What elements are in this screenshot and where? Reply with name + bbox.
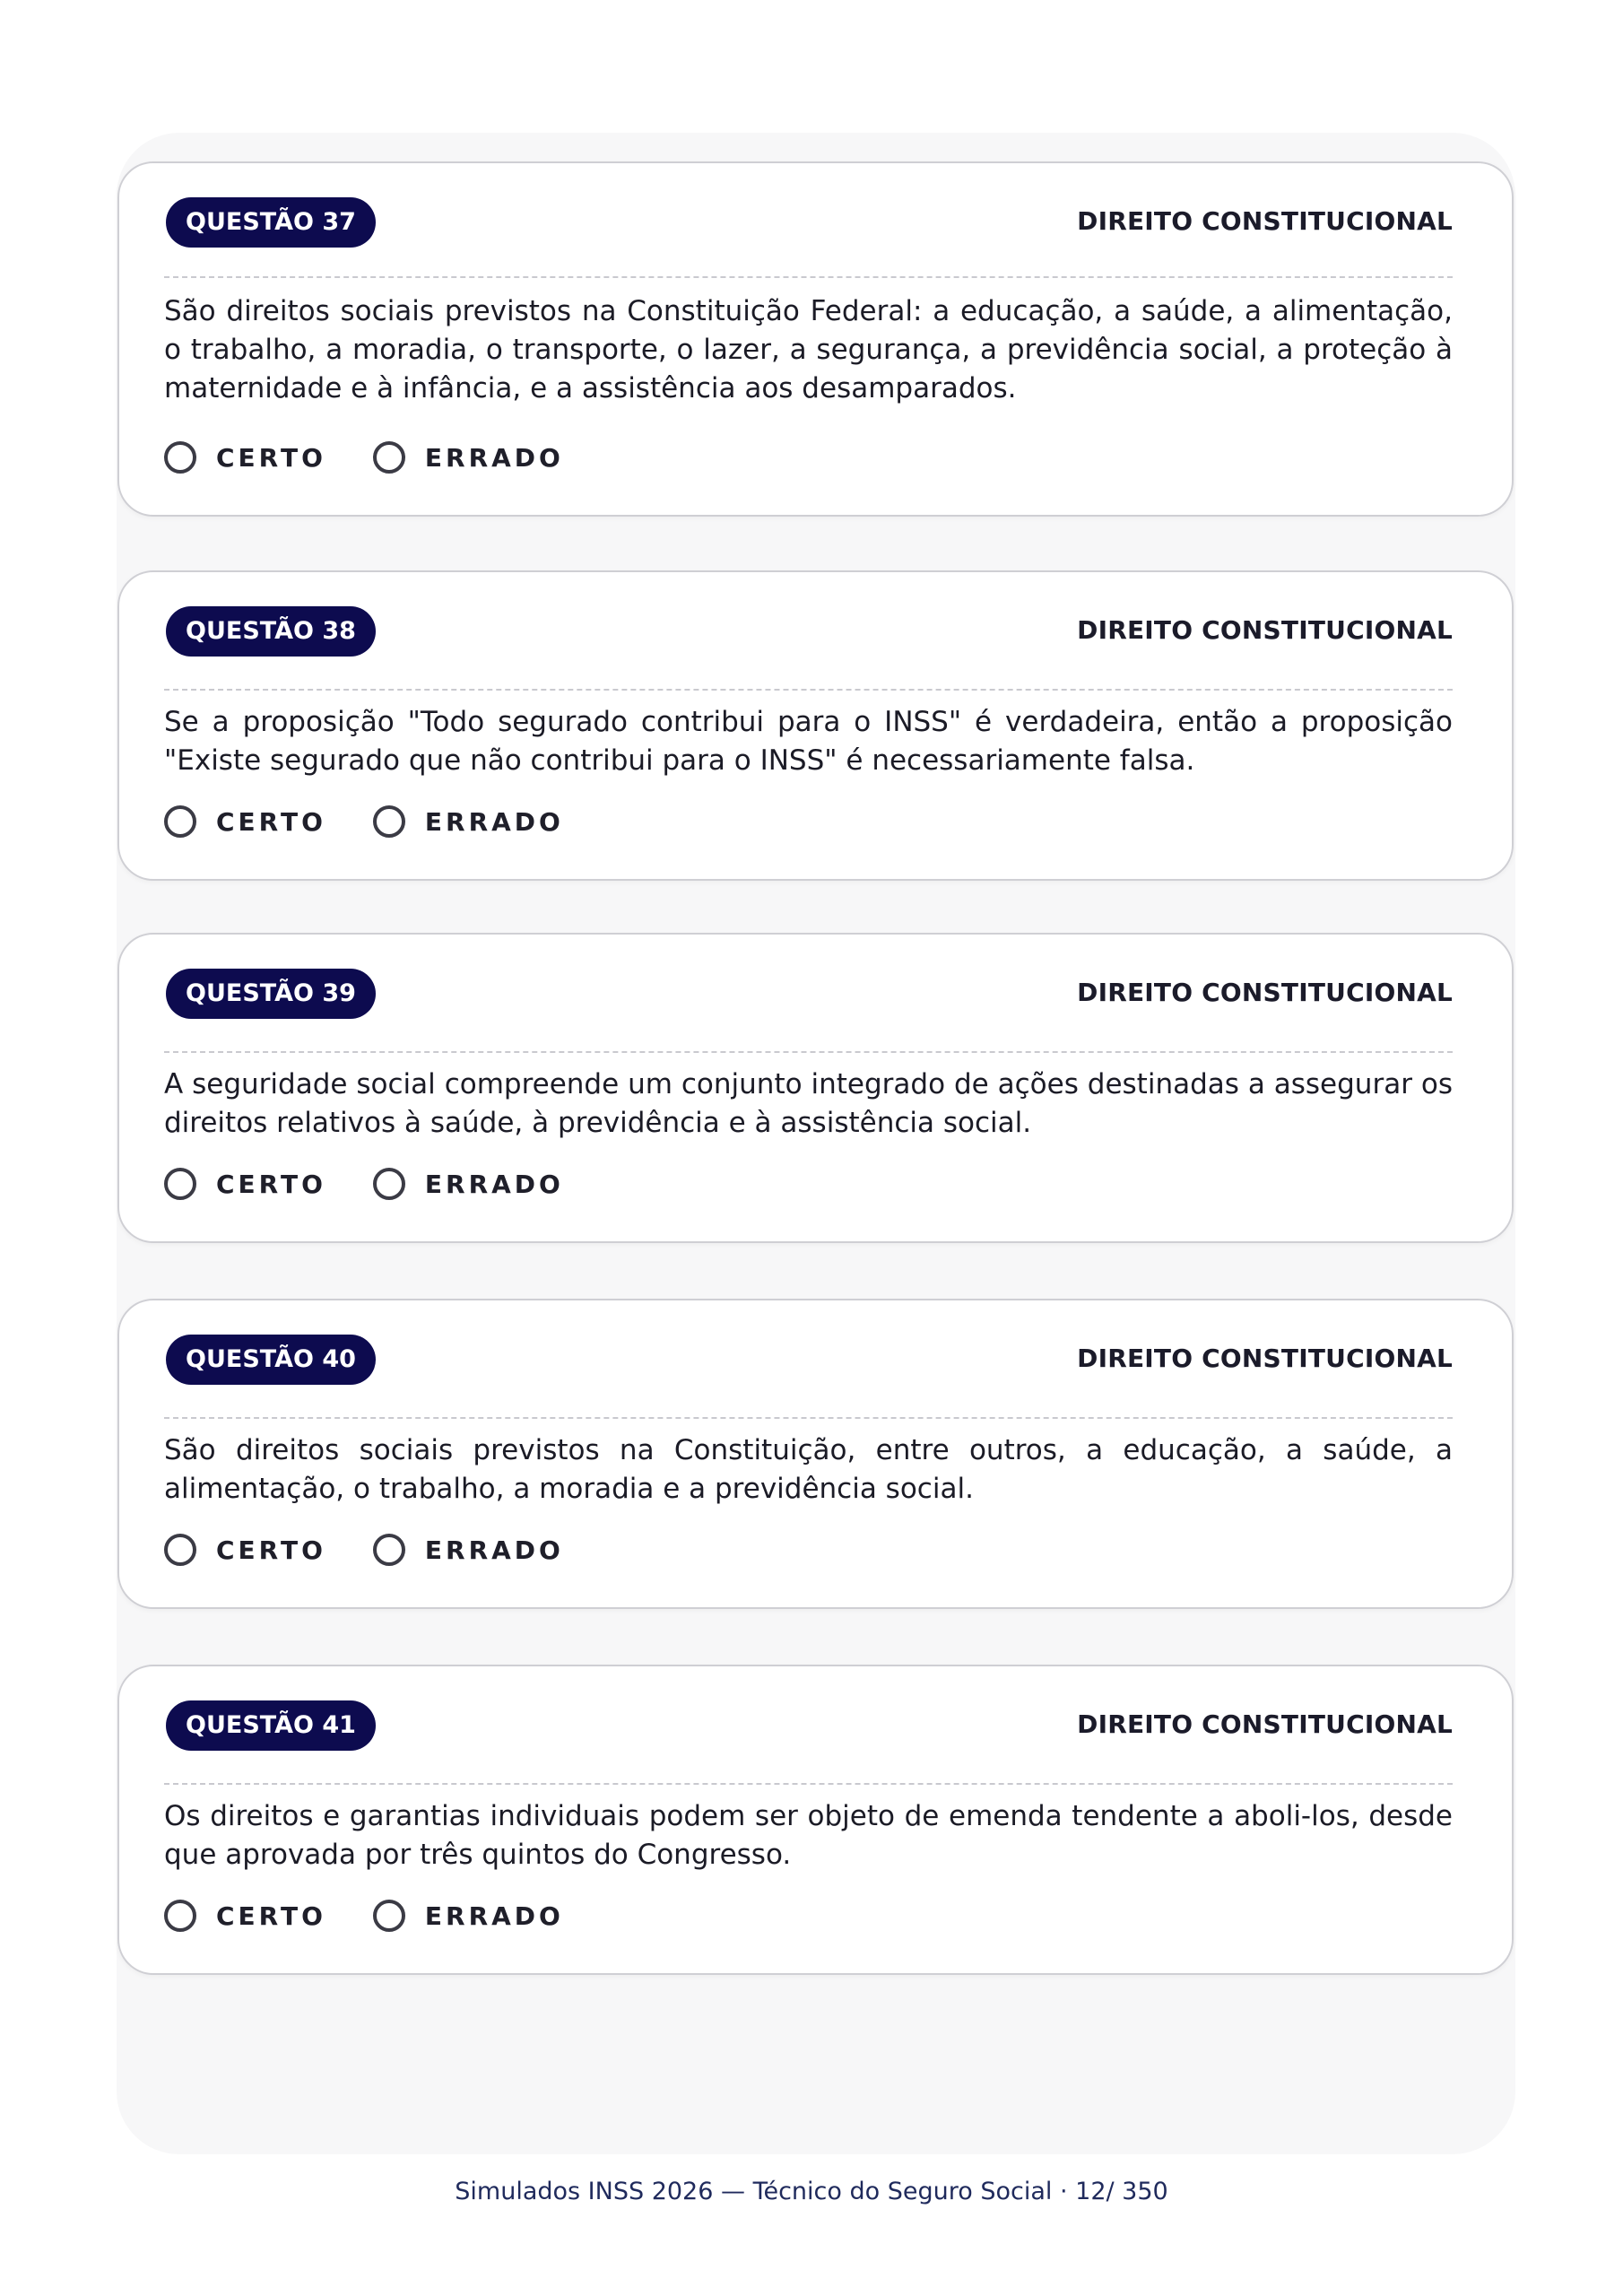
question-card-39	[117, 933, 1514, 1243]
question-text: Se a proposição "Todo segurado contribui para o INSS" é verdadeira, então a proposição "Existe segurado que não contribui para o INSS" é necessariamente falsa.	[164, 706, 1453, 777]
question-number-badge: QUESTÃO 39	[166, 969, 376, 1019]
question-subject: DIREITO CONSTITUCIONAL	[1077, 1709, 1453, 1739]
option-errado[interactable]	[373, 1900, 564, 1932]
option-label: ERRADO	[424, 1535, 564, 1565]
answer-options	[164, 441, 611, 474]
question-subject: DIREITO CONSTITUCIONAL	[1077, 978, 1453, 1007]
question-card-38	[117, 570, 1514, 881]
question-subject: DIREITO CONSTITUCIONAL	[1077, 1344, 1453, 1373]
radio-circle-icon[interactable]	[373, 441, 405, 474]
radio-circle-icon[interactable]	[373, 1534, 405, 1566]
option-label: CERTO	[216, 442, 326, 473]
question-text: São direitos sociais previstos na Constituição, entre outros, a educação, a saúde, a alimentação, o trabalho, a moradia e a previdência social.	[164, 1434, 1453, 1505]
question-card-41	[117, 1665, 1514, 1975]
answer-options	[164, 1534, 611, 1566]
option-label: CERTO	[216, 806, 326, 837]
radio-circle-icon[interactable]	[164, 1900, 196, 1932]
option-label: ERRADO	[424, 1900, 564, 1931]
option-certo[interactable]	[164, 1534, 326, 1566]
radio-circle-icon[interactable]	[373, 1168, 405, 1200]
option-label: CERTO	[216, 1169, 326, 1199]
radio-circle-icon[interactable]	[373, 805, 405, 838]
divider	[164, 1783, 1453, 1785]
answer-options	[164, 805, 611, 838]
option-errado[interactable]	[373, 1168, 564, 1200]
option-certo[interactable]	[164, 1900, 326, 1932]
option-certo[interactable]	[164, 441, 326, 474]
divider	[164, 276, 1453, 278]
option-label: ERRADO	[424, 442, 564, 473]
question-number-badge: QUESTÃO 40	[166, 1335, 376, 1385]
answer-options	[164, 1900, 611, 1932]
question-subject: DIREITO CONSTITUCIONAL	[1077, 206, 1453, 236]
page-footer: Simulados INSS 2026 — Técnico do Seguro Social · 12/ 350	[455, 2178, 1168, 2205]
answer-options	[164, 1168, 611, 1200]
question-number-badge: QUESTÃO 37	[166, 197, 376, 248]
question-card-37	[117, 161, 1514, 517]
option-certo[interactable]	[164, 1168, 326, 1200]
option-errado[interactable]	[373, 441, 564, 474]
question-number-badge: QUESTÃO 41	[166, 1700, 376, 1751]
option-errado[interactable]	[373, 1534, 564, 1566]
divider	[164, 1417, 1453, 1419]
radio-circle-icon[interactable]	[164, 805, 196, 838]
radio-circle-icon[interactable]	[164, 441, 196, 474]
question-text: A seguridade social compreende um conjunto integrado de ações destinadas a assegurar os direitos relativos à saúde, à previdência e à assistência social.	[164, 1068, 1453, 1139]
option-label: CERTO	[216, 1900, 326, 1931]
question-subject: DIREITO CONSTITUCIONAL	[1077, 615, 1453, 645]
question-text: São direitos sociais previstos na Constituição Federal: a educação, a saúde, a alimentação, o trabalho, a moradia, o transporte, o lazer, a segurança, a previdência social, a proteção à maternidade e à infância, e a assistência aos desamparados.	[164, 295, 1453, 404]
radio-circle-icon[interactable]	[373, 1900, 405, 1932]
radio-circle-icon[interactable]	[164, 1534, 196, 1566]
radio-circle-icon[interactable]	[164, 1168, 196, 1200]
question-text: Os direitos e garantias individuais podem ser objeto de emenda tendente a aboli-los, desde que aprovada por três quintos do Congresso.	[164, 1800, 1453, 1871]
option-errado[interactable]	[373, 805, 564, 838]
option-certo[interactable]	[164, 805, 326, 838]
divider	[164, 689, 1453, 691]
option-label: ERRADO	[424, 1169, 564, 1199]
option-label: ERRADO	[424, 806, 564, 837]
divider	[164, 1051, 1453, 1053]
question-card-40	[117, 1299, 1514, 1609]
option-label: CERTO	[216, 1535, 326, 1565]
question-number-badge: QUESTÃO 38	[166, 606, 376, 657]
